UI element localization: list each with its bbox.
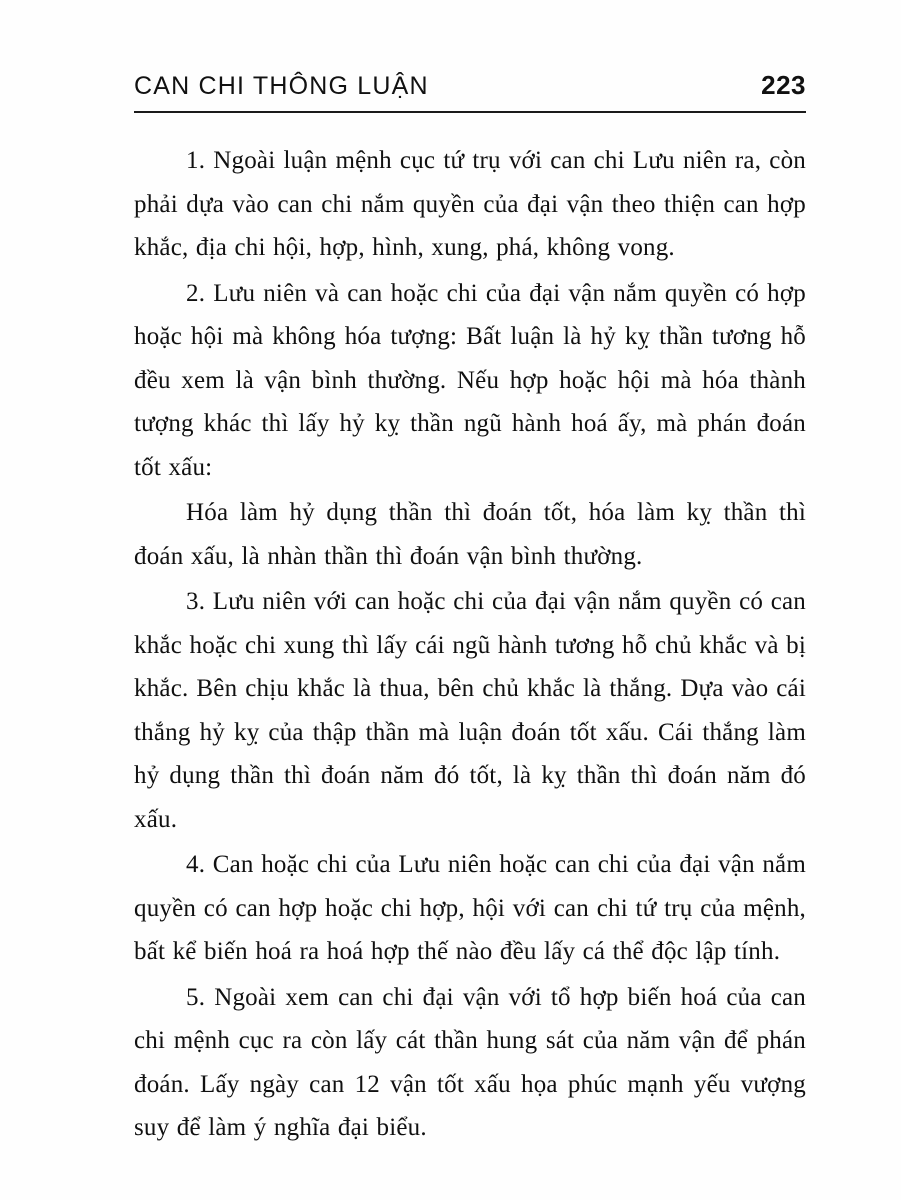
page-header [134,70,806,111]
running-title: CAN CHI THÔNG LUẬN [134,72,429,100]
paragraph: 2. Lưu niên và can hoặc chi của đại vận nắm quyền có hợp hoặc hội mà không hóa tượng: Bất luận là hỷ kỵ thần tương hỗ đều xem là vận bình thường. Nếu hợp hoặc hội mà hóa thành tượng khác thì lấy hỷ kỵ thần ngũ hành hoá ấy, mà phán đoán tốt xấu: [134,279,806,481]
header-rule [134,111,806,113]
paragraph: 4. Can hoặc chi của Lưu niên hoặc can chi của đại vận nắm quyền có can hợp hoặc chi hợp, hội với can chi tứ trụ của mệnh, bất kể biến hoá ra hoá hợp thế nào đều lấy cá thể độc lập tính. [134,851,806,965]
paragraph: 5. Ngoài xem can chi đại vận với tổ hợp biến hoá của can chi mệnh cục ra còn lấy cát thần hung sát của năm vận để phán đoán. Lấy ngày can 12 vận tốt xấu họa phúc mạnh yếu vượng suy để làm ý nghĩa đại biểu. [134,983,806,1141]
paragraph: 3. Lưu niên với can hoặc chi của đại vận nắm quyền có can khắc hoặc chi xung thì lấy cái ngũ hành tương hỗ chủ khắc và bị khắc. Bên chịu khắc là thua, bên chủ khắc là thắng. Dựa vào cái thắng hỷ kỵ của thập thần mà luận đoán tốt xấu. Cái thắng làm hỷ dụng thần thì đoán năm đó tốt, là kỵ thần thì đoán năm đó xấu. [134,588,806,833]
paragraph: Hóa làm hỷ dụng thần thì đoán tốt, hóa làm kỵ thần thì đoán xấu, là nhàn thần thì đoán vận bình thường. [134,499,806,570]
page-content [134,70,806,1150]
paragraph: 1. Ngoài luận mệnh cục tứ trụ với can chi Lưu niên ra, còn phải dựa vào can chi nắm quyền của đại vận theo thiện can hợp khắc, địa chi hội, hợp, hình, xung, phá, không vong. [134,147,806,261]
body-text [134,139,806,1150]
page-number: 223 [761,70,806,100]
